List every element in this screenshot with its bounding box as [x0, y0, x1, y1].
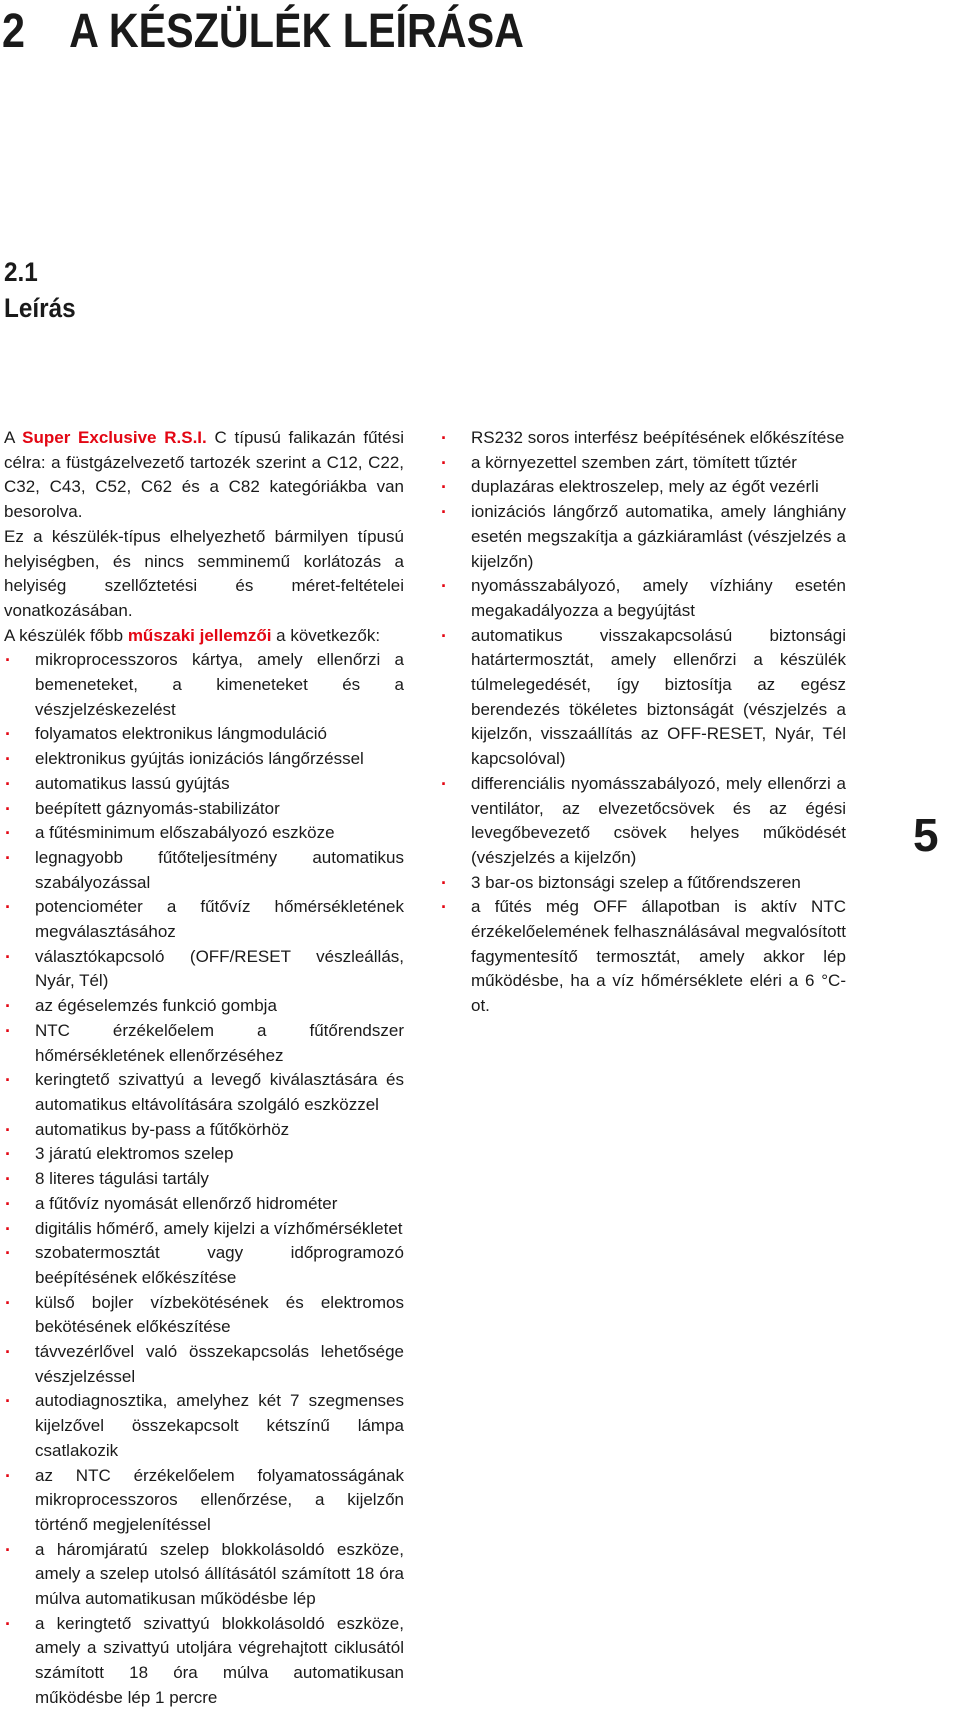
feature-list-item: · külső bojler vízbekötésének és elektromos bekötésének előkészítése — [4, 1291, 404, 1340]
intro-p3-prefix: A készülék főbb — [4, 625, 128, 645]
feature-list-item: · automatikus lassú gyújtás — [4, 772, 404, 797]
intro-paragraph-2: Ez a készülék-típus elhelyezhető bármilyen típusú helyiségben, és nincs semminemű korlátozás a helyiség szellőztetési és méret-feltételei vonatkozásában. — [4, 526, 404, 620]
chapter-heading — [2, 4, 524, 59]
feature-list-item: · a háromjáratú szelep blokkolásoldó eszköze, amely a szelep utolsó állításától számított 18 óra múlva automatikusan működésbe lép — [4, 1538, 404, 1612]
feature-list-item: · az NTC érzékelőelem folyamatosságának mikroprocesszoros ellenőrzése, a kijelzőn történő megjelenítéssel — [4, 1464, 404, 1538]
feature-list-item: · a fűtésminimum előszabályozó eszköze — [4, 821, 404, 846]
feature-list-item: · automatikus by-pass a fűtőkörhöz — [4, 1118, 404, 1143]
intro-p1-rest: C típusú falikazán fűtési célra: a füstgázelvezető tartozék szerint a C12, C22, C32, C43, C52, C62 és a C82 kategóriákba van besorolva. — [4, 428, 405, 522]
feature-list-item: · RS232 soros interfész beépítésének előkészítése — [440, 426, 846, 451]
feature-list-item: · ionizációs lángőrző automatika, amely lánghiány esetén megszakítja a gázkiáramlást (vészjelzés a kijelzőn) — [440, 500, 846, 574]
technical-features-highlight: műszaki jellemzői — [127, 625, 272, 645]
feature-list-item: · beépített gáznyomás-stabilizátor — [4, 797, 404, 822]
intro-p3-suffix: a következők: — [271, 625, 381, 645]
feature-list-item: · a fűtés még OFF állapotban is aktív NTC érzékelőelemének felhasználásával megvalósított fagymentesítő termosztát, amely akkor lép működésbe, ha a víz hőmérséklete eléri a 6 °C-ot. — [440, 895, 846, 1019]
feature-list-item: · nyomásszabályozó, amely vízhiány esetén megakadályozza a begyújtást — [440, 574, 846, 623]
feature-list-item: · az égéselemzés funkció gombja — [4, 994, 404, 1019]
brand-name: Super Exclusive R.S.I. — [22, 428, 207, 447]
feature-list-item: · mikroprocesszoros kártya, amely ellenőrzi a bemeneteket, a kimeneteket és a vészjelzéskezelést — [4, 648, 404, 722]
feature-list-item: · választókapcsoló (OFF/RESET vészleállás, Nyár, Tél) — [4, 945, 404, 994]
feature-list-item: · digitális hőmérő, amely kijelzi a vízhőmérsékletet — [4, 1217, 404, 1242]
features-list-left — [4, 648, 404, 1710]
feature-list-item: · a fűtővíz nyomását ellenőrző hidrométer — [4, 1192, 404, 1217]
feature-list-item: · szobatermosztát vagy időprogramozó beépítésének előkészítése — [4, 1241, 404, 1290]
feature-list-item: · a keringtető szivattyú blokkolásoldó eszköze, amely a szivattyú utoljára végrehajtott ciklusától számított 18 óra múlva automatikusan működésbe lép 1 percre — [4, 1612, 404, 1711]
feature-list-item: · differenciális nyomásszabályozó, mely ellenőrzi a ventilátor, az elvezetőcsövek és az égési levegőbevezető csövek helyes működését (vészjelzés a kijelzőn) — [440, 772, 846, 871]
intro-p1-prefix: A — [4, 428, 23, 447]
feature-list-item: · keringtető szivattyú a levegő kiválasztására és automatikus eltávolítására szolgáló eszközzel — [4, 1068, 404, 1117]
feature-list-item: · 8 literes tágulási tartály — [4, 1167, 404, 1192]
left-column — [4, 426, 404, 1711]
section-heading — [4, 254, 76, 326]
feature-list-item: · folyamatos elektronikus lángmoduláció — [4, 722, 404, 747]
chapter-title: A KÉSZÜLÉK LEÍRÁSA — [69, 5, 524, 58]
feature-list-item: · automatikus visszakapcsolású biztonsági határtermosztát, amely ellenőrzi a készülék túlmelegedését, így biztosítja az egész berendezés tökéletes biztonságát (vészjelzés a kijelzőn, visszaállítás az OFF-RESET, Nyár, Tél kapcsolóval) — [440, 624, 846, 772]
intro-paragraph-3 — [4, 624, 404, 649]
feature-list-item: · elektronikus gyújtás ionizációs lángőrzéssel — [4, 747, 404, 772]
feature-list-item: · potenciométer a fűtővíz hőmérsékletének megválasztásához — [4, 895, 404, 944]
feature-list-item: · NTC érzékelőelem a fűtőrendszer hőmérsékletének ellenőrzéséhez — [4, 1019, 404, 1068]
feature-list-item: · duplazáras elektroszelep, mely az égőt vezérli — [440, 475, 846, 500]
feature-list-item: · autodiagnosztika, amelyhez két 7 szegmenses kijelzővel összekapcsolt kétszínű lámpa csatlakozik — [4, 1389, 404, 1463]
right-column — [440, 426, 846, 1019]
feature-list-item: · legnagyobb fűtőteljesítmény automatikus szabályozással — [4, 846, 404, 895]
section-number: 2.1 — [4, 257, 38, 287]
section-title: Leírás — [4, 293, 76, 323]
feature-list-item: · 3 járatú elektromos szelep — [4, 1142, 404, 1167]
feature-list-item: · 3 bar-os biztonsági szelep a fűtőrendszeren — [440, 871, 846, 896]
chapter-number: 2 — [2, 5, 25, 58]
page-number: 5 — [913, 809, 939, 861]
features-list-right — [440, 426, 846, 1019]
intro-paragraph-1 — [4, 426, 404, 525]
feature-list-item: · a környezettel szemben zárt, tömített tűztér — [440, 451, 846, 476]
feature-list-item: · távvezérlővel való összekapcsolás lehetősége vészjelzéssel — [4, 1340, 404, 1389]
